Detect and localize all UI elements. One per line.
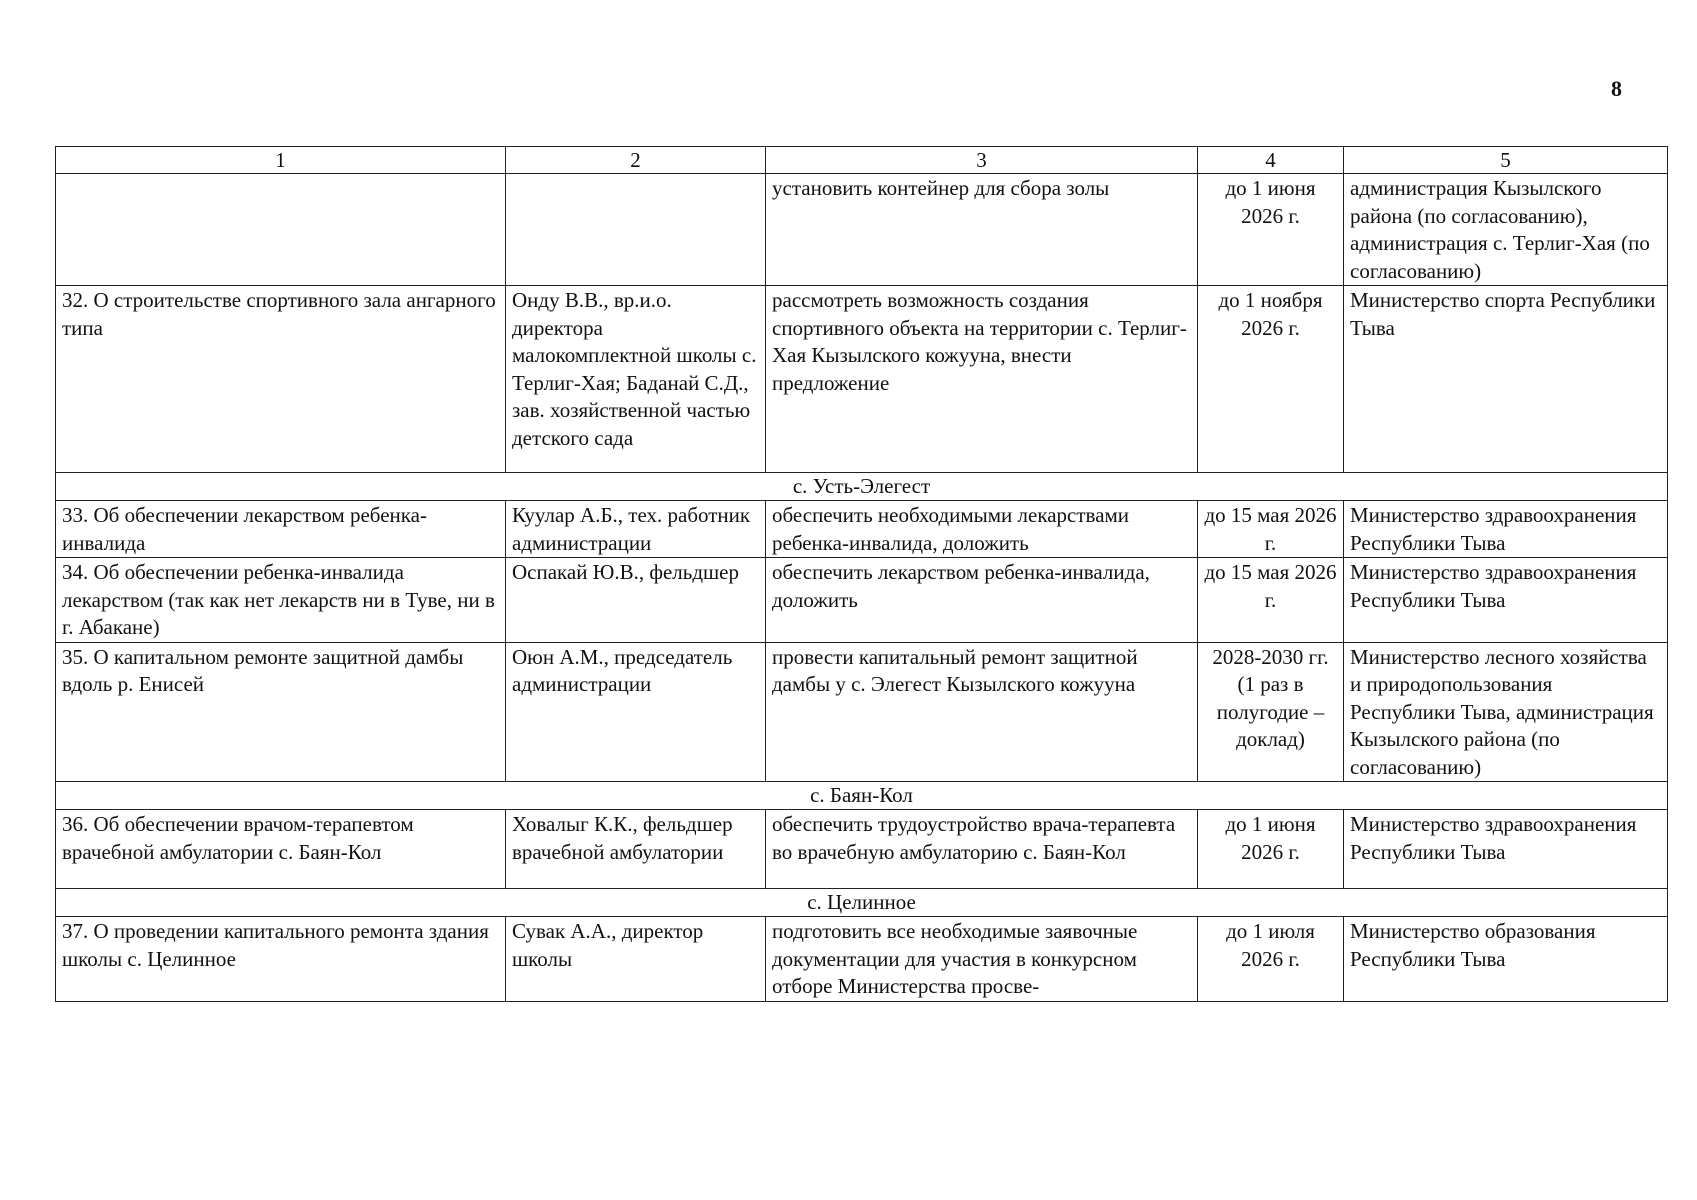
issue-cell: 36. Об обеспечении врачом-терапевтом врачебной амбулатории с. Баян-Кол [56,810,506,889]
deadline-cell: до 1 июля 2026 г. [1198,917,1344,1002]
section-title: с. Усть-Элегест [56,473,1668,501]
issue-cell [56,174,506,286]
deadline-cell: до 15 мая 2026 г. [1198,501,1344,558]
table-row [56,810,1668,889]
measure-cell: подготовить все необходимые заявочные документации для участия в конкурсном отборе Министерства просве- [766,917,1198,1002]
responsible-cell: администрация Кызылского района (по согласованию), администрация с. Терлиг-Хая (по согласованию) [1344,174,1668,286]
section-row [56,473,1668,501]
column-number: 2 [506,147,766,174]
measure-cell: обеспечить необходимыми лекарствами ребенка-инвалида, доложить [766,501,1198,558]
measure-cell: рассмотреть возможность создания спортивного объекта на территории с. Терлиг-Хая Кызылского кожууна, внести предложение [766,286,1198,473]
table-row [56,558,1668,643]
speaker-cell [506,174,766,286]
speaker-cell: Ховалыг К.К., фельдшер врачебной амбулатории [506,810,766,889]
measure-cell: установить контейнер для сбора золы [766,174,1198,286]
column-number: 5 [1344,147,1668,174]
responsible-cell: Министерство здравоохранения Республики Тыва [1344,501,1668,558]
table-row [56,286,1668,473]
speaker-cell: Онду В.В., вр.и.о. директора малокомплектной школы с. Терлиг-Хая; Баданай С.Д., зав. хозяйственной частью детского сада [506,286,766,473]
responsible-cell: Министерство здравоохранения Республики Тыва [1344,558,1668,643]
section-row [56,889,1668,917]
section-title: с. Целинное [56,889,1668,917]
speaker-cell: Сувак А.А., директор школы [506,917,766,1002]
issue-cell: 34. Об обеспечении ребенка-инвалида лекарством (так как нет лекарств ни в Туве, ни в г. Абакане) [56,558,506,643]
speaker-cell: Куулар А.Б., тех. работник администрации [506,501,766,558]
deadline-cell: до 1 июня 2026 г. [1198,810,1344,889]
responsible-cell: Министерство здравоохранения Республики Тыва [1344,810,1668,889]
issue-cell: 33. Об обеспечении лекарством ребенка-инвалида [56,501,506,558]
deadline-cell: до 15 мая 2026 г. [1198,558,1344,643]
table-row [56,642,1668,782]
measure-cell: обеспечить трудоустройство врача-терапевта во врачебную амбулаторию с. Баян-Кол [766,810,1198,889]
column-number-row [56,147,1668,174]
deadline-cell: 2028-2030 гг. (1 раз в полугодие – доклад) [1198,642,1344,782]
column-number: 3 [766,147,1198,174]
responsible-cell: Министерство образования Республики Тыва [1344,917,1668,1002]
speaker-cell: Оюн А.М., председатель администрации [506,642,766,782]
section-row [56,782,1668,810]
page-number: 8 [1611,76,1622,101]
table-row [56,174,1668,286]
measures-table [55,146,1668,1002]
issue-cell: 35. О капитальном ремонте защитной дамбы вдоль р. Енисей [56,642,506,782]
table-row [56,501,1668,558]
responsible-cell: Министерство спорта Республики Тыва [1344,286,1668,473]
table-row [56,917,1668,1002]
column-number: 1 [56,147,506,174]
deadline-cell: до 1 июня 2026 г. [1198,174,1344,286]
issue-cell: 37. О проведении капитального ремонта здания школы с. Целинное [56,917,506,1002]
measure-cell: провести капитальный ремонт защитной дамбы у с. Элегест Кызылского кожууна [766,642,1198,782]
deadline-cell: до 1 ноября 2026 г. [1198,286,1344,473]
speaker-cell: Оспакай Ю.В., фельдшер [506,558,766,643]
issue-cell: 32. О строительстве спортивного зала ангарного типа [56,286,506,473]
responsible-cell: Министерство лесного хозяйства и природопользования Республики Тыва, администрация Кызылского района (по согласованию) [1344,642,1668,782]
column-number: 4 [1198,147,1344,174]
measure-cell: обеспечить лекарством ребенка-инвалида, доложить [766,558,1198,643]
section-title: с. Баян-Кол [56,782,1668,810]
